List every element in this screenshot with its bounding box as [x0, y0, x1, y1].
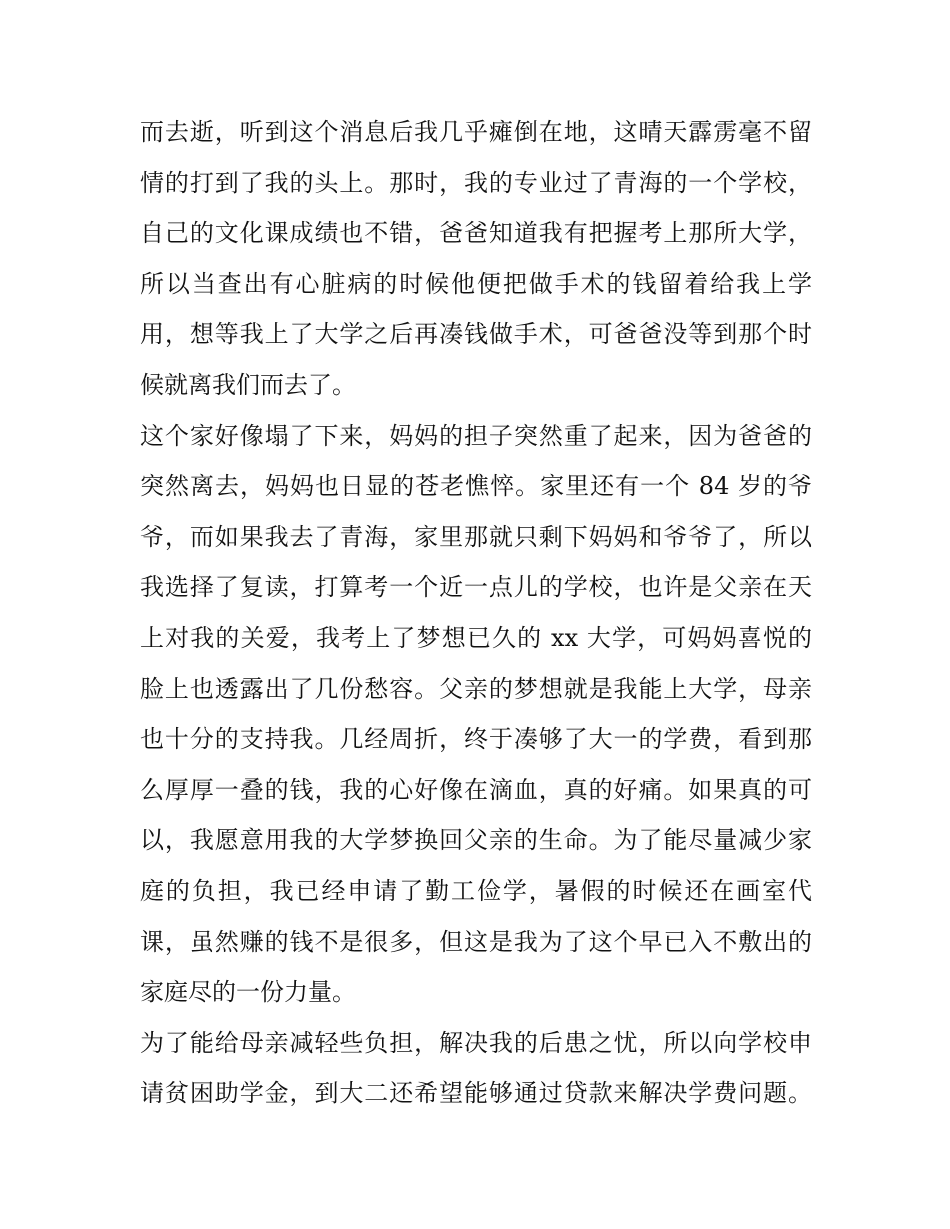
body-text [140, 107, 812, 1119]
text-line: 为了能给母亲减轻些负担，解决我的后患之忧，所以向学校申 [140, 1028, 812, 1057]
text-line: 用，想等我上了大学之后再凑钱做手术，可爸爸没等到那个时 [140, 320, 812, 349]
text-line: 以，我愿意用我的大学梦换回父亲的生命。为了能尽量减少家 [140, 826, 812, 855]
text-line: 课，虽然赚的钱不是很多，但这是我为了这个早已入不敷出的 [140, 927, 812, 956]
text-line: 么厚厚一叠的钱，我的心好像在滴血，真的好痛。如果真的可 [140, 775, 812, 804]
text-line: 所以当查出有心脏病的时候他便把做手术的钱留着给我上学 [140, 269, 812, 298]
text-line: 自己的文化课成绩也不错，爸爸知道我有把握考上那所大学， [140, 219, 812, 248]
text-line: 上对我的关爱，我考上了梦想已久的 xx 大学，可妈妈喜悦的 [140, 623, 812, 652]
text-line: 情的打到了我的头上。那时，我的专业过了青海的一个学校， [140, 168, 812, 197]
text-line: 也十分的支持我。几经周折，终于凑够了大一的学费，看到那 [140, 725, 812, 754]
text-line: 候就离我们而去了。 [140, 370, 356, 399]
text-line: 突然离去，妈妈也日显的苍老憔悴。家里还有一个 84 岁的爷 [140, 472, 812, 501]
text-line: 爷，而如果我去了青海，家里那就只剩下妈妈和爷爷了，所以 [140, 522, 812, 551]
text-line: 庭的负担，我已经申请了勤工俭学，暑假的时候还在画室代 [140, 876, 812, 905]
text-line: 这个家好像塌了下来，妈妈的担子突然重了起来，因为爸爸的 [140, 421, 812, 450]
text-line: 脸上也透露出了几份愁容。父亲的梦想就是我能上大学，母亲 [140, 674, 812, 703]
text-line: 而去逝，听到这个消息后我几乎瘫倒在地，这晴天霹雳毫不留 [140, 118, 812, 146]
text-line: 我选择了复读，打算考一个近一点儿的学校，也许是父亲在天 [140, 573, 812, 602]
text-line: 家庭尽的一份力量。 [140, 978, 356, 1007]
text-line: 请贫困助学金，到大二还希望能够通过贷款来解决学费问题。 [140, 1079, 812, 1108]
